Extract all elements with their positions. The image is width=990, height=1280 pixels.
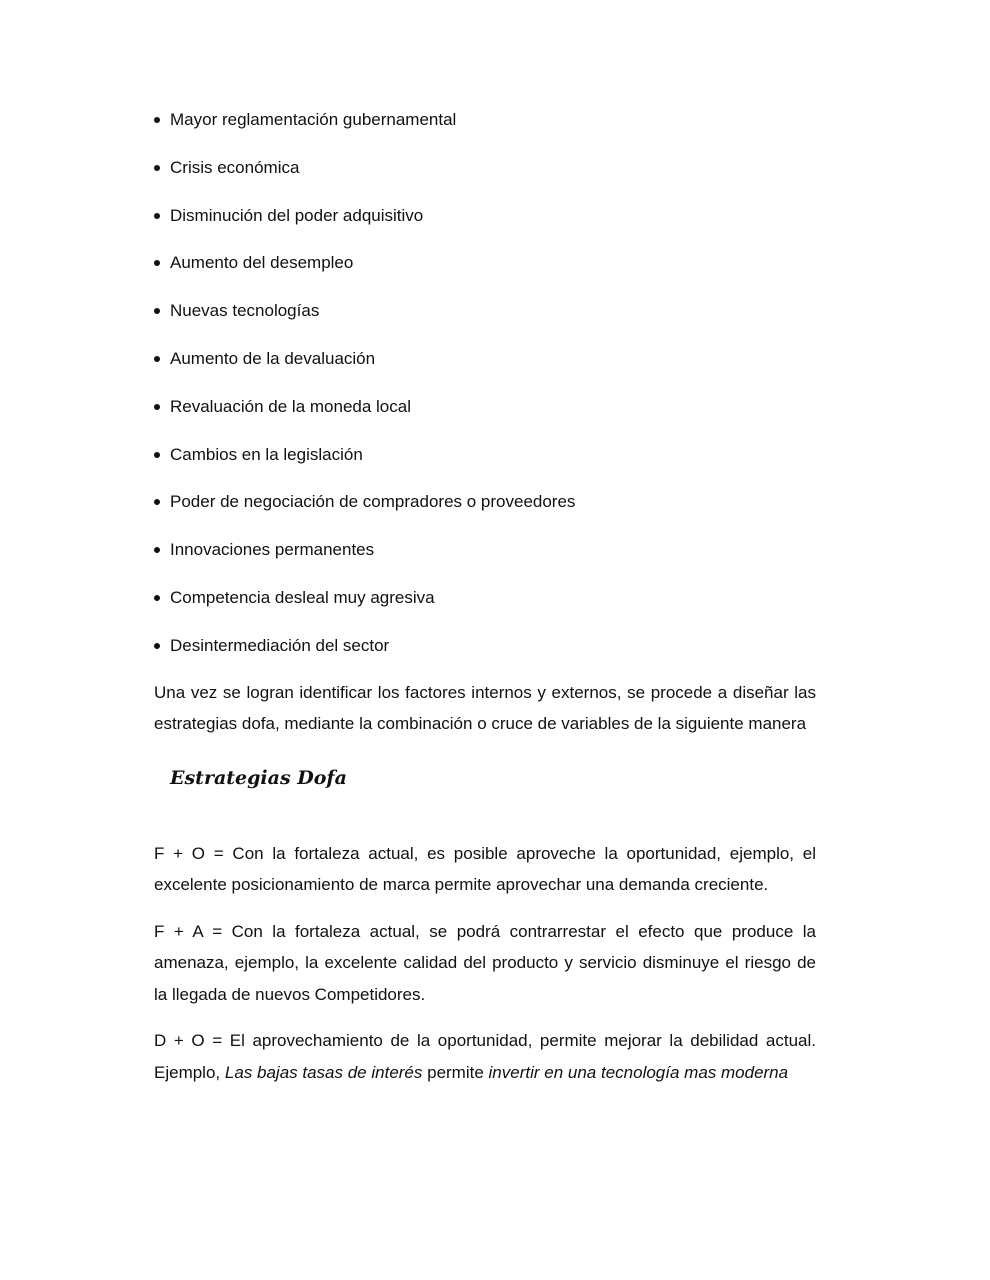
list-item-text: Revaluación de la moneda local <box>170 396 411 416</box>
strategy-do-example-cause: Las bajas tasas de interés <box>224 1062 423 1082</box>
list-item-text: Aumento del desempleo <box>170 253 354 273</box>
bullet-icon <box>154 499 160 505</box>
bullet-icon <box>154 165 160 171</box>
list-item-text: Aumento de la devaluación <box>170 348 376 368</box>
list-item-text: Crisis económica <box>170 157 300 177</box>
list-item <box>154 586 816 634</box>
bullet-icon <box>154 260 160 266</box>
strategy-do-example-effect: invertir en una tecnología mas moderna <box>488 1062 789 1082</box>
list-item-text: Innovaciones permanentes <box>170 540 375 560</box>
list-item <box>154 538 816 586</box>
list-item <box>154 395 816 443</box>
list-item-text: Desintermediación del sector <box>170 635 390 655</box>
strategy-fo-paragraph: F + O = Con la fortaleza actual, es posible aproveche la oportunidad, ejemplo, el excelente posicionamiento de marca permite aprovechar una demanda creciente. <box>154 843 816 895</box>
list-item <box>154 156 816 204</box>
list-item-text: Cambios en la legislación <box>170 444 363 464</box>
list-item-text: Disminución del poder adquisitivo <box>170 205 424 225</box>
strategy-do-lead: D + O = El aprovechamiento de la oportunidad, permite mejorar la debilidad actual. Ejemplo, <box>154 1031 816 1082</box>
list-item <box>154 251 816 299</box>
strategy-do-connector: permite <box>422 1062 489 1082</box>
bullet-icon <box>154 452 160 458</box>
bullet-icon <box>154 356 160 362</box>
list-item-text: Nuevas tecnologías <box>170 301 320 321</box>
intro-paragraph: Una vez se logran identificar los factores internos y externos, se procede a diseñar las estrategias dofa, mediante la combinación o cruce de variables de la siguiente manera <box>154 682 816 734</box>
list-item <box>154 634 816 682</box>
list-item <box>154 443 816 491</box>
bullet-icon <box>154 547 160 553</box>
bullet-icon <box>154 404 160 410</box>
strategy-fa-paragraph: F + A = Con la fortaleza actual, se podrá contrarrestar el efecto que produce la amenaza, ejemplo, la excelente calidad del producto y servicio disminuye el riesgo de la llegada de nuevos Competidores. <box>154 921 816 1004</box>
list-item <box>154 299 816 347</box>
threats-list <box>154 108 816 682</box>
list-item-text: Competencia desleal muy agresiva <box>170 587 435 607</box>
list-item-text: Poder de negociación de compradores o proveedores <box>170 492 576 512</box>
bullet-icon <box>154 213 160 219</box>
list-item <box>154 204 816 252</box>
strategy-do-paragraph <box>154 1025 816 1088</box>
bullet-icon <box>154 117 160 123</box>
bullet-icon <box>154 308 160 314</box>
section-heading: Estrategias Dofa <box>170 766 347 789</box>
bullet-icon <box>154 643 160 649</box>
list-item-text: Mayor reglamentación gubernamental <box>170 110 457 129</box>
bullet-icon <box>154 595 160 601</box>
list-item <box>154 490 816 538</box>
list-item <box>154 347 816 395</box>
list-item <box>154 108 816 156</box>
document-page <box>154 108 816 1088</box>
